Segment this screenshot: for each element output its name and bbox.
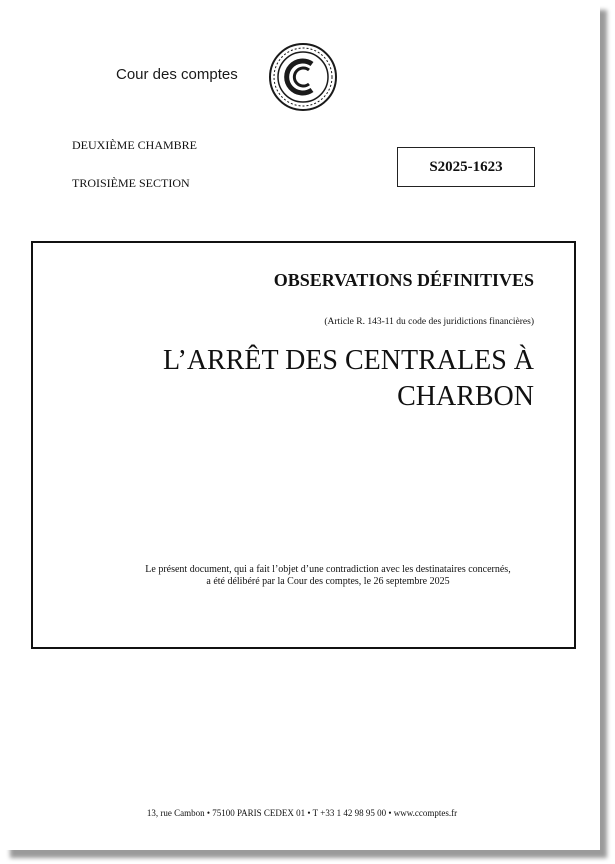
notice-line-2: a été délibéré par la Cour des comptes, le 26 septembre 2025 — [206, 576, 450, 587]
report-title — [114, 343, 534, 415]
chamber-label: DEUXIÈME CHAMBRE — [72, 138, 197, 152]
notice-line-1: Le présent document, qui a fait l’objet d’une contradiction avec les destinataires concernés, — [145, 564, 511, 575]
cour-des-comptes-seal-icon — [268, 42, 338, 112]
article-reference: (Article R. 143-11 du code des juridictions financières) — [324, 317, 534, 327]
brand-name: Cour des comptes — [116, 66, 238, 83]
deliberation-notice — [113, 564, 543, 588]
title-frame — [31, 241, 576, 649]
document-page — [4, 4, 600, 850]
reference-box — [397, 147, 535, 187]
report-title-line-2: CHARBON — [397, 381, 534, 412]
footer-address: 13, rue Cambon • 75100 PARIS CEDEX 01 • T +33 1 42 98 95 00 • www.ccomptes.fr — [146, 808, 458, 818]
reference-number: S2025-1623 — [429, 158, 503, 175]
report-title-line-1: L’ARRÊT DES CENTRALES À — [162, 345, 534, 376]
section-label: TROISIÈME SECTION — [72, 176, 190, 190]
observations-title: OBSERVATIONS DÉFINITIVES — [273, 270, 534, 290]
